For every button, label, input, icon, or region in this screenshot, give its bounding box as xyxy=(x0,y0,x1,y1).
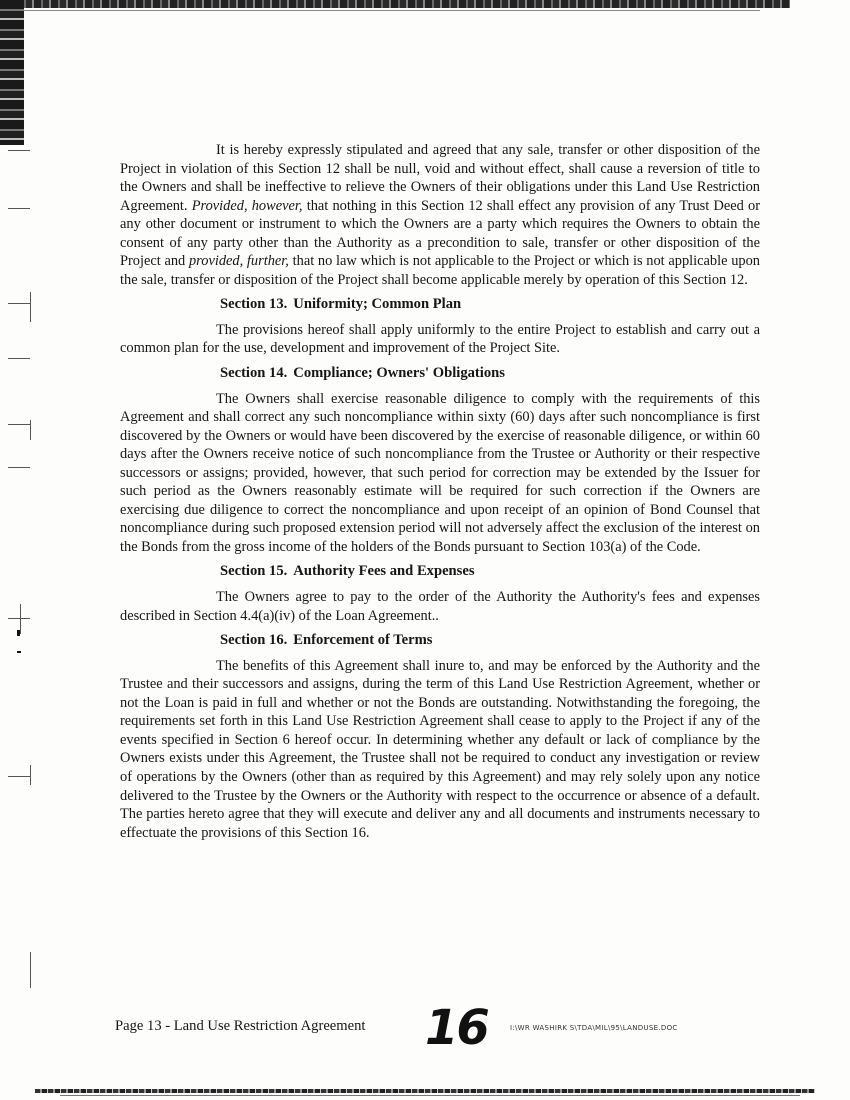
scan-edge-top xyxy=(0,0,790,8)
scan-mark xyxy=(30,292,31,322)
scan-edge-bottom xyxy=(35,1089,815,1093)
text-run-italic: provided, further, xyxy=(188,253,289,270)
scan-mark xyxy=(8,358,30,359)
scan-mark xyxy=(8,776,30,777)
section-15-heading xyxy=(220,562,760,581)
scan-edge-left xyxy=(0,0,24,145)
text-run: that nothing in this Section 12 shall effect any provision of any Trust Deed or any other document or instrument to which the Owners are a party which requires the Owners to obtain the consent of any party other than the Authority as a precondition to sale, transfer or other disposition of the Project and xyxy=(120,197,760,270)
section-16-heading xyxy=(220,631,760,650)
scan-mark xyxy=(8,467,30,468)
paragraph-section-13: The provisions hereof shall apply uniformly to the entire Project to establish and carry out a common plan for the use, development and improvement of the Project Site. xyxy=(120,321,760,357)
section-title: Uniformity; Common Plan xyxy=(293,296,462,313)
scan-mark xyxy=(30,420,31,440)
scan-mark xyxy=(8,618,30,619)
paragraph-section-16: The benefits of this Agreement shall inure to, and may be enforced by the Authority and the Trustee and their successors and assigns, during the term of this Land Use Restriction Agreement, whether or not the Loan is paid in full and whether or not the Bonds are outstanding. Notwithstanding the foregoing, the requirements set forth in this Land Use Restriction Agreement shall cease to apply to the Project if any of the events specified in Section 6 hereof occur. In determining whether any default or lack of compliance by the Owners exists under this Agreement, the Trustee shall not be required to conduct any investigation or review of operations by the Owners (other than as required by this Agreement) and may rely solely upon any notice delivered to the Trustee by the Owners or the Authority with respect to the occurrence or absence of a default. The parties hereto agree that they will execute and deliver any and all documents and instruments necessary to effectuate the provisions of this Section 16. xyxy=(120,657,760,841)
scan-mark xyxy=(17,630,20,636)
paragraph-section-12-continued xyxy=(120,141,760,289)
scan-mark xyxy=(8,208,30,209)
scan-line-bottom xyxy=(60,1095,800,1096)
scan-mark xyxy=(17,651,21,653)
section-number: Section 14. xyxy=(220,365,288,382)
section-title: Enforcement of Terms xyxy=(293,632,433,649)
scan-mark xyxy=(8,150,30,151)
scan-mark xyxy=(8,303,30,304)
scan-mark xyxy=(30,952,31,988)
document-body xyxy=(120,141,760,842)
page-footer xyxy=(115,1000,805,1056)
document-file-path: I:\WR WASHIRK S\TDA\MIL\95\LANDUSE.DOC xyxy=(510,1024,678,1032)
section-number: Section 15. xyxy=(220,563,288,580)
scan-mark xyxy=(8,424,30,425)
section-title: Authority Fees and Expenses xyxy=(293,563,475,580)
section-number: Section 13. xyxy=(220,296,288,313)
section-13-heading xyxy=(220,295,760,314)
text-run-italic: Provided, however, xyxy=(191,197,303,214)
handwritten-page-number: 16 xyxy=(425,1000,488,1056)
scan-line-top xyxy=(0,10,760,11)
text-run: It is hereby expressly stipulated and agreed that any sale, transfer or other disposition of the Project in violation of this Section 12 shall be null, void and without effect, shall cause a reversion of title to the Owners and shall be ineffective to relieve the Owners of their obligations under this Land Use Restriction Agreement. xyxy=(120,142,760,214)
section-14-heading xyxy=(220,364,760,383)
text-run: that no law which is not applicable to the Project or which is not applicable upon the sale, transfer or disposition of the Project shall become applicable merely by operation of this Section 12. xyxy=(120,253,760,288)
scan-mark xyxy=(20,604,21,634)
scan-mark xyxy=(30,765,31,785)
section-number: Section 16. xyxy=(220,632,288,649)
paragraph-section-15: The Owners agree to pay to the order of the Authority the Authority's fees and expenses described in Section 4.4(a)(iv) of the Loan Agreement.. xyxy=(120,589,760,624)
section-title: Compliance; Owners' Obligations xyxy=(293,365,505,382)
page-label: Page 13 - Land Use Restriction Agreement xyxy=(115,1018,366,1034)
paragraph-section-14: The Owners shall exercise reasonable diligence to comply with the requirements of this Agreement and shall correct any such noncompliance within sixty (60) days after such noncompliance is first discovered by the Owners or would have been discovered by the exercise of reasonable diligence, or within 60 days after the Owners receive notice of such noncompliance from the Trustee or Authority or their respective successors or assigns; provided, however, that such period for correction may be extended by the Issuer for such period as the Owners reasonably estimate will be required for such correction if the Owners are exercising due diligence to correct the noncompliance and upon receipt of an opinion of Bond Counsel that noncompliance during such proposed extension period will not adversely affect the exclusion of the interest on the Bonds from the gross income of the holders of the Bonds pursuant to Section 103(a) of the Code. xyxy=(120,390,760,555)
